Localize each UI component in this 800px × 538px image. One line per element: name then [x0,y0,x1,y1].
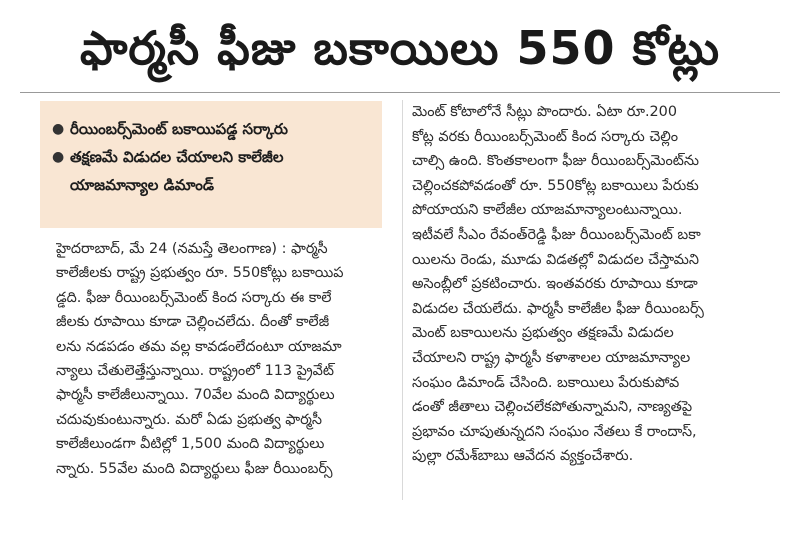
text-line: మెంట్ కోటాలోనే సీట్లు పొందారు. ఏటా రూ.200 [412,104,677,120]
headline: ఫార్మసీ ఫీజు బకాయిలు 550 కోట్లు [79,21,721,75]
text-line: డంతో జీతాలు చెల్లించలేకపోతున్నామని, నాణ్యతపై [412,399,693,416]
text-line: చదువుకుంటున్నారు. మరో ఏడు ప్రభుత్వ ఫార్మసీ [56,411,322,428]
highlights-box [40,101,382,228]
text-line: అసెంబ్లీలో ప్రకటించారు. ఇంతవరకు రూపాయి కూడా [412,276,698,293]
text-line: ఫార్మసీ కాలేజీలున్నాయి. 70వేల మంది విద్యార్థులు [56,387,335,404]
text-line: ఇటీవలే సీఎం రేవంత్‌రెడ్డి ఫీజు రీయింబర్స్‌మెంట్ బకా [412,226,701,243]
headline-rule [20,92,780,93]
text-line: కాలేజీలకు రాష్ట్ర ప్రభుత్వం రూ. 550కోట్లు బకాయిప [56,265,344,282]
bullet-icon: ● [52,121,65,137]
highlight-item [52,115,370,143]
text-line: జీలకు రూపాయి కూడా చెల్లించలేదు. దీంతో కాలేజీ [56,314,330,331]
text-line: ప్రభావం చూపుతున్నదని సంఘం నేతలు కే రాందాస్, [412,423,697,440]
column-divider [402,100,403,500]
text-line: న్యాలు చేతులెత్తేస్తున్నాయి. రాష్ట్రంలో 113 ప్రైవేట్ [56,362,335,379]
text-line: హైదరాబాద్, మే 24 (నమస్తే తెలంగాణ) : ఫార్మసీ [56,241,328,257]
text-line: కోట్ల వరకు రీయింబర్స్‌మెంట్ కింద సర్కారు చెల్లిం [412,128,678,145]
right-column [412,100,772,469]
text-line: చాల్సి ఉంది. కొంతకాలంగా ఫీజు రీయింబర్స్‌మెంట్‌ను [412,153,699,170]
highlight-item [52,143,370,171]
left-column [56,237,392,481]
text-line: పోయాయని కాలేజీల యాజమాన్యాలంటున్నాయి. [412,202,683,219]
text-line: చెల్లించకపోవడంతో రూ. 550కోట్ల బకాయిలు పేరుకు [412,177,699,194]
text-line: డ్డది. ఫీజు రీయింబర్స్‌మెంట్ కింద సర్కారు ఈ కాలే [56,289,332,306]
text-line: కాలేజీలుండగా వీటిల్లో 1,500 మంది విద్యార్థులు [56,436,325,453]
text-line: పుల్లా రమేశ్‌బాబు ఆవేదన వ్యక్తంచేశారు. [412,448,634,465]
highlight-text: రీయింబర్స్‌మెంట్ బకాయిపడ్డ సర్కారు [70,120,288,138]
text-line: లను నడపడం తమ వల్ల కావడంలేదంటూ యాజమా [56,338,342,355]
text-line: చేయాలని రాష్ట్ర ఫార్మసీ కళాశాలల యాజమాన్యాల [412,349,691,366]
text-line: యిలను రెండు, మూడు విడతల్లో విడుదల చేస్తామని [412,251,699,268]
text-line: విడుదల చేయలేదు. ఫార్మసీ కాలేజీల ఫీజు రీయింబర్స్ [412,300,704,317]
text-line: మెంట్ బకాయిలను ప్రభుత్వం తక్షణమే విడుదల [412,325,674,342]
highlight-text: తక్షణమే విడుదల చేయాలని కాలేజీల [70,148,284,166]
highlight-continuation: యాజమాన్యాల డిమాండ్ [70,176,214,194]
text-line: సంఘం డిమాండ్ చేసింది. బకాయిలు పేరుకుపోవ [412,374,680,391]
bullet-icon: ● [52,149,65,165]
text-line: న్నారు. 55వేల మంది విద్యార్థులు ఫీజు రీయింబర్స్ [56,460,333,477]
